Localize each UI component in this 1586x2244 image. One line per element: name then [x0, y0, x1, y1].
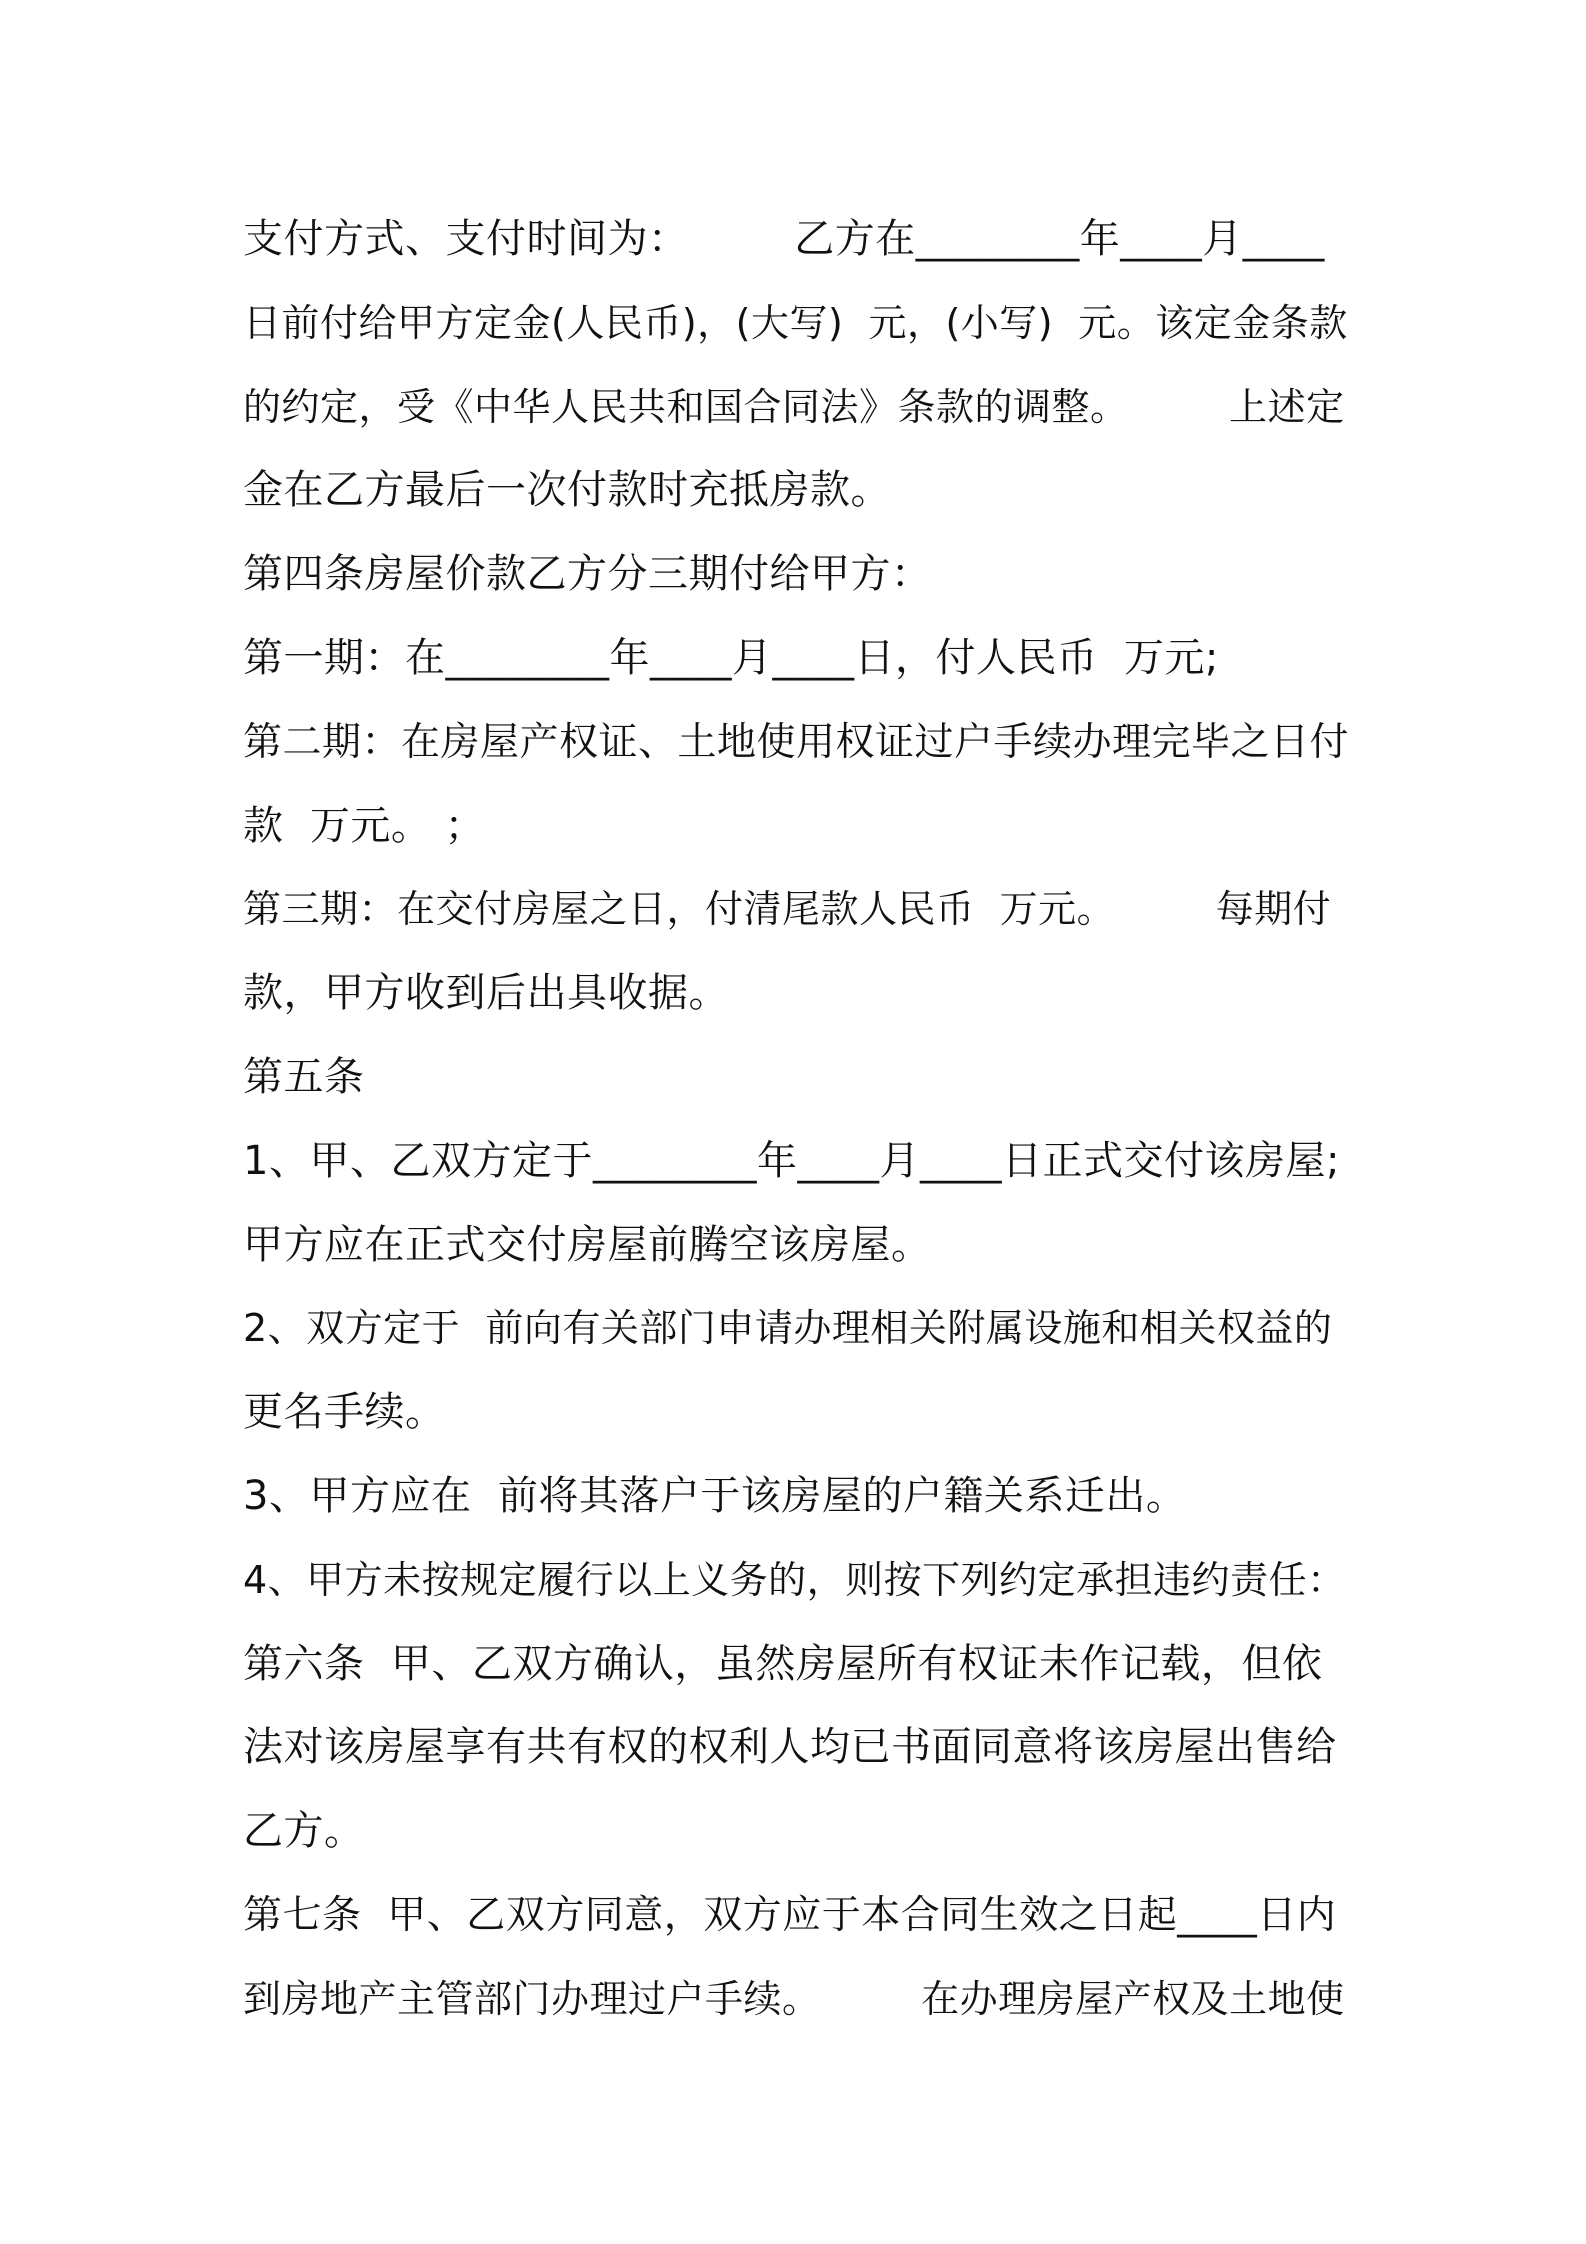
- text-line: 第二期：在房屋产权证、土地使用权证过户手续办理完毕之日付: [243, 719, 1350, 765]
- text-line: 3、甲方应在 前将其落户于该房屋的户籍关系迁出。: [243, 1472, 1187, 1519]
- text-line: 2、双方定于 前向有关部门申请办理相关附属设施和相关权益的: [243, 1306, 1333, 1351]
- text-line: 日前付给甲方定金(人民币)，(大写) 元，(小写) 元。该定金条款: [243, 300, 1348, 345]
- text-line: 第五条: [243, 1053, 365, 1100]
- text-line: 支付方式、支付时间为： 乙方在________年____月____: [243, 216, 1325, 262]
- text-line: 第六条 甲、乙双方确认，虽然房屋所有权证未作记载，但依: [243, 1640, 1323, 1687]
- text-line: 1、甲、乙双方定于________年____月____日正式交付该房屋;: [243, 1137, 1340, 1184]
- text-line: 更名手续。: [243, 1389, 446, 1436]
- text-line: 金在乙方最后一次付款时充抵房款。: [243, 467, 891, 514]
- text-line: 的约定，受《中华人民共和国合同法》条款的调整。 上述定: [243, 384, 1345, 429]
- text-line: 4、甲方未按规定履行以上义务的，则按下列约定承担违约责任：: [243, 1557, 1346, 1602]
- contract-body-text: [243, 198, 1353, 2042]
- text-line: 款 万元。 ；: [243, 802, 486, 849]
- text-line: 到房地产主管部门办理过户手续。 在办理房屋产权及土地使: [243, 1976, 1345, 2021]
- text-line: 款，甲方收到后出具收据。: [243, 970, 729, 1017]
- text-line: 第三期：在交付房屋之日，付清尾款人民币 万元。 每期付: [243, 887, 1332, 932]
- text-line: 乙方。: [243, 1808, 365, 1855]
- text-line: 第七条 甲、乙双方同意，双方应于本合同生效之日起____日内: [243, 1892, 1337, 1938]
- text-line: 第一期：在________年____月____日，付人民币 万元;: [243, 634, 1219, 681]
- text-line: 法对该房屋享有共有权的权利人均已书面同意将该房屋出售给: [243, 1724, 1337, 1771]
- text-line: 甲方应在正式交付房屋前腾空该房屋。: [243, 1221, 932, 1268]
- text-line: 第四条房屋价款乙方分三期付给甲方：: [243, 551, 932, 598]
